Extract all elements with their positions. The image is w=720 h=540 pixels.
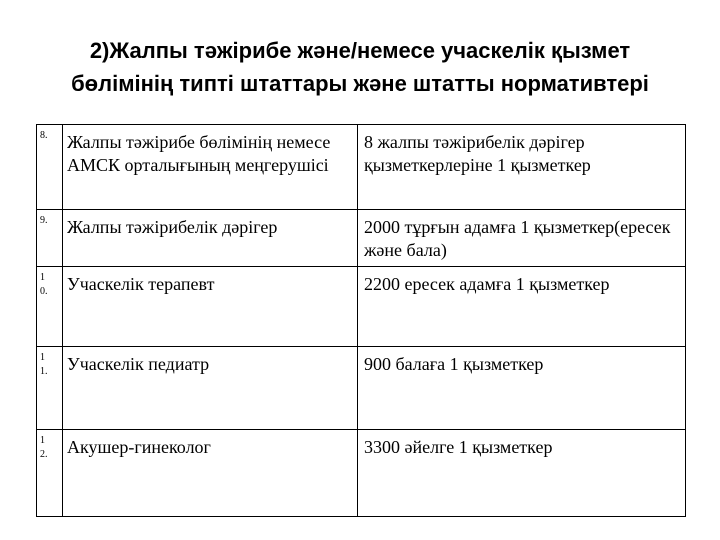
title-line-2: бөлімінің типті штаттары және штатты нормативтері (71, 71, 649, 96)
row-number: 8. (37, 125, 63, 210)
table-row (37, 430, 686, 517)
row-number: 1 0. (37, 267, 63, 347)
title-line-1: 2)Жалпы тәжірибе және/немесе учаскелік қызмет (89, 38, 631, 63)
position-cell: Учаскелік педиатр (63, 347, 358, 430)
norm-cell: 900 балаға 1 қызметкер (358, 347, 686, 430)
staff-norms-table (36, 124, 686, 517)
row-number: 1 1. (37, 347, 63, 430)
table-row (37, 267, 686, 347)
norm-cell: 2200 ересек адамға 1 қызметкер (358, 267, 686, 347)
position-cell: Учаскелік терапевт (63, 267, 358, 347)
position-cell: Жалпы тәжірибелік дәрігер (63, 210, 358, 267)
row-number: 9. (37, 210, 63, 267)
norm-cell: 2000 тұрғын адамға 1 қызметкер(ересек және бала) (358, 210, 686, 267)
table-row (37, 347, 686, 430)
position-cell: Акушер-гинеколог (63, 430, 358, 517)
position-cell: Жалпы тәжірибе бөлімінің немесе АМСК орталығының меңгерушісі (63, 125, 358, 210)
norm-cell: 3300 әйелге 1 қызметкер (358, 430, 686, 517)
row-number: 1 2. (37, 430, 63, 517)
table-row (37, 210, 686, 267)
page-title (40, 34, 680, 100)
table-row (37, 125, 686, 210)
norm-cell: 8 жалпы тәжірибелік дәрігер қызметкерлеріне 1 қызметкер (358, 125, 686, 210)
